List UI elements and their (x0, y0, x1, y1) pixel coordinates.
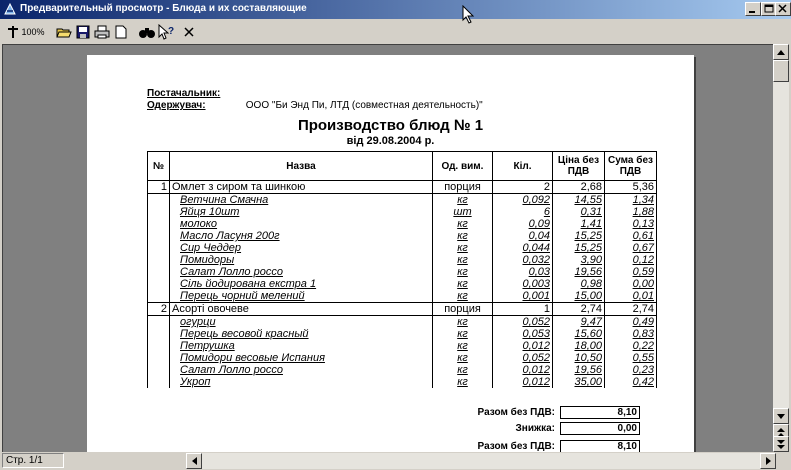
cell-unit-text: кг (457, 230, 468, 242)
arrow-down-icon (777, 414, 785, 419)
cell-sum-text: 0,55 (632, 352, 654, 364)
page-indicator: Стр. 1/1 (2, 453, 64, 468)
cell-sum (605, 290, 657, 303)
cell-sum-text: 0,01 (632, 290, 654, 302)
cell-qty (493, 278, 553, 290)
cell-name (170, 278, 433, 290)
cell-no (148, 376, 170, 388)
cell-no (148, 290, 170, 303)
cell-qty-text: 6 (543, 206, 550, 218)
ingredient-row (148, 328, 657, 340)
cell-price (553, 352, 605, 364)
cell-name (170, 218, 433, 230)
cell-price-text: 9,47 (580, 316, 602, 328)
cell-name (170, 230, 433, 242)
cell-unit (433, 303, 493, 316)
cell-name (170, 352, 433, 364)
cell-name (170, 206, 433, 218)
close-icon (183, 26, 195, 38)
cell-unit-text: кг (457, 278, 468, 290)
minimize-icon (746, 3, 760, 15)
cell-qty-text: 0,003 (522, 278, 550, 290)
cell-qty (493, 254, 553, 266)
minimize-button[interactable] (745, 2, 761, 16)
cell-unit (433, 340, 493, 352)
cell-unit (433, 278, 493, 290)
cell-name-text: Петрушка (180, 340, 235, 352)
cell-no (148, 278, 170, 290)
cell-no (148, 181, 170, 194)
cell-name-text: Укроп (180, 376, 211, 388)
next-page-button[interactable] (773, 436, 789, 452)
cell-sum-text: 0,00 (632, 278, 654, 290)
cell-name-text: Перець весовой красный (180, 328, 309, 340)
cell-qty (493, 290, 553, 303)
cell-unit-text: кг (457, 266, 468, 278)
ingredient-row (148, 290, 657, 303)
cell-sum-text: 0,42 (632, 376, 654, 388)
ingredient-row (148, 364, 657, 376)
help-button[interactable] (158, 23, 176, 41)
cell-unit (433, 254, 493, 266)
double-arrow-down-icon (777, 440, 785, 449)
scroll-thumb[interactable] (773, 60, 789, 82)
cell-unit (433, 194, 493, 207)
receiver-line (147, 100, 483, 111)
col-unit: Од. вим. (433, 152, 493, 181)
cell-unit-text: порция (444, 181, 481, 193)
cell-name (170, 290, 433, 303)
preview-area[interactable] (2, 44, 773, 452)
cell-unit-text: кг (457, 328, 468, 340)
ingredient-row (148, 218, 657, 230)
cell-qty (493, 194, 553, 207)
cell-no-text: 2 (160, 303, 167, 315)
document-title: Производство блюд № 1 (297, 117, 484, 134)
cell-unit (433, 266, 493, 278)
cell-qty (493, 206, 553, 218)
cell-name (170, 181, 433, 194)
cell-price (553, 181, 605, 194)
cell-sum (605, 254, 657, 266)
print-button[interactable] (94, 23, 110, 41)
cell-price-text: 15,25 (574, 242, 602, 254)
cell-price (553, 194, 605, 207)
cell-qty-text: 1 (543, 303, 550, 315)
cell-unit-text: кг (457, 340, 468, 352)
cell-qty-text: 0,044 (522, 242, 550, 254)
cell-no (148, 364, 170, 376)
cell-sum-text: 0,67 (632, 242, 654, 254)
zoom-button[interactable] (6, 23, 46, 41)
cell-name-text: Омлет з сиром та шинкою (172, 181, 306, 193)
cell-unit (433, 290, 493, 303)
cell-price (553, 254, 605, 266)
dish-row (148, 181, 657, 194)
close-button[interactable] (775, 2, 791, 16)
cell-price (553, 376, 605, 388)
cell-price-text: 19,56 (574, 266, 602, 278)
supplier-label: Постачальник: (147, 88, 221, 99)
cell-price-text: 2,68 (580, 181, 602, 193)
cell-sum-text: 2,74 (632, 303, 654, 315)
svg-text:?: ? (168, 26, 175, 37)
page-icon (115, 25, 127, 39)
cell-price (553, 230, 605, 242)
cell-price (553, 266, 605, 278)
cell-name (170, 303, 433, 316)
cell-unit-text: шт (453, 206, 472, 218)
cell-sum (605, 328, 657, 340)
cell-name-text: Помидори весовые Испания (180, 352, 325, 364)
cell-unit (433, 242, 493, 254)
cell-unit-text: кг (457, 352, 468, 364)
cell-sum-text: 1,34 (632, 194, 654, 206)
cell-name-text: огурци (180, 316, 216, 328)
arrow-left-icon (192, 457, 197, 465)
col-price: Ціна без ПДВ (553, 152, 605, 181)
cell-qty-text: 0,012 (522, 364, 550, 376)
cell-sum-text: 0,13 (632, 218, 654, 230)
scroll-left-button[interactable] (186, 453, 202, 469)
cell-price-text: 35,00 (574, 376, 602, 388)
cell-qty (493, 316, 553, 329)
cell-qty (493, 303, 553, 316)
cell-sum-text: 0,22 (632, 340, 654, 352)
cell-qty (493, 364, 553, 376)
cell-price (553, 364, 605, 376)
status-bar (0, 452, 791, 470)
zoom-icon (7, 25, 19, 39)
cell-name (170, 328, 433, 340)
cell-sum (605, 340, 657, 352)
cell-name (170, 340, 433, 352)
cell-qty-text: 0,09 (528, 218, 550, 230)
cell-no (148, 328, 170, 340)
cell-name-text: Сіль йодирована екстра 1 (180, 278, 317, 290)
cell-no (148, 194, 170, 207)
title-bar (0, 0, 791, 19)
cell-price (553, 206, 605, 218)
scroll-right-button[interactable] (760, 453, 776, 469)
vertical-scrollbar[interactable] (773, 44, 789, 452)
arrow-right-icon (766, 457, 771, 465)
cell-name-text: молоко (180, 218, 218, 230)
cell-sum-text: 0,49 (632, 316, 654, 328)
cell-price-text: 10,50 (574, 352, 602, 364)
cell-no (148, 340, 170, 352)
cell-name-text: Асорті овочеве (172, 303, 249, 315)
cell-sum (605, 266, 657, 278)
cell-price (553, 242, 605, 254)
ingredient-row (148, 206, 657, 218)
cell-qty-text: 0,032 (522, 254, 550, 266)
toolbar (0, 20, 791, 44)
cell-qty (493, 230, 553, 242)
cell-name (170, 316, 433, 329)
cell-unit-text: кг (457, 364, 468, 376)
cell-sum (605, 278, 657, 290)
cell-sum (605, 316, 657, 329)
col-sum: Сума без ПДВ (605, 152, 657, 181)
cell-price-text: 0,31 (580, 206, 602, 218)
cell-name-text: Яйця 10шт (180, 206, 240, 218)
cell-name (170, 266, 433, 278)
cell-sum-text: 0,59 (632, 266, 654, 278)
cell-unit-text: кг (457, 376, 468, 388)
cell-no (148, 230, 170, 242)
cell-qty-text: 0,04 (528, 230, 550, 242)
ingredient-row (148, 242, 657, 254)
cell-price (553, 316, 605, 329)
cell-price (553, 278, 605, 290)
cell-name-text: Масло Ласуня 200г (180, 230, 280, 242)
col-qty: Кіл. (493, 152, 553, 181)
cell-price (553, 218, 605, 230)
cell-name-text: Ветчина Смачна (180, 194, 269, 206)
cell-unit (433, 206, 493, 218)
cell-qty (493, 181, 553, 194)
cell-unit (433, 328, 493, 340)
cell-name (170, 254, 433, 266)
cell-unit (433, 376, 493, 388)
cell-qty (493, 266, 553, 278)
cell-unit (433, 316, 493, 329)
cell-qty-text: 0,052 (522, 352, 550, 364)
cell-sum (605, 352, 657, 364)
find-button[interactable] (138, 23, 156, 41)
cell-qty-text: 0,001 (522, 290, 550, 302)
cell-price-text: 14,55 (574, 194, 602, 206)
cell-unit-text: кг (457, 254, 468, 266)
maximize-icon (762, 3, 776, 15)
ingredient-row (148, 278, 657, 290)
binoculars-icon (138, 25, 156, 39)
cell-price-text: 15,00 (574, 290, 602, 302)
ingredient-row (148, 266, 657, 278)
ingredient-row (148, 340, 657, 352)
cell-qty (493, 340, 553, 352)
cell-name-text: Салат Лолло россо (180, 266, 283, 278)
cell-sum (605, 242, 657, 254)
window-title: Предварительный просмотр - Блюда и их составляющие (20, 3, 307, 14)
cell-price-text: 19,56 (574, 364, 602, 376)
cell-unit (433, 230, 493, 242)
cell-sum-text: 0,61 (632, 230, 654, 242)
cell-price-text: 18,00 (574, 340, 602, 352)
cell-qty (493, 376, 553, 388)
discount-label: Знижка: (515, 423, 555, 434)
horizontal-scrollbar[interactable] (186, 453, 776, 469)
cell-unit (433, 352, 493, 364)
cell-price-text: 0,98 (580, 278, 602, 290)
cell-no-text: 1 (160, 181, 167, 193)
cell-no (148, 303, 170, 316)
arrow-up-icon (777, 50, 785, 55)
cell-qty-text: 0,092 (522, 194, 550, 206)
cell-qty (493, 218, 553, 230)
cell-qty (493, 242, 553, 254)
cell-no (148, 254, 170, 266)
cell-unit (433, 364, 493, 376)
open-folder-icon (56, 25, 72, 39)
cell-name (170, 194, 433, 207)
cell-name-text: Помидоры (180, 254, 235, 266)
cell-sum-text: 0,12 (632, 254, 654, 266)
cell-sum (605, 194, 657, 207)
cell-sum (605, 218, 657, 230)
cell-unit-text: кг (457, 316, 468, 328)
cell-sum (605, 303, 657, 316)
cell-sum (605, 364, 657, 376)
cell-qty-text: 2 (543, 181, 550, 193)
cell-price (553, 290, 605, 303)
cell-qty (493, 328, 553, 340)
page-setup-button[interactable] (114, 23, 128, 41)
ingredient-row (148, 254, 657, 266)
cell-sum-text: 0,23 (632, 364, 654, 376)
cell-sum (605, 230, 657, 242)
cell-price-text: 2,74 (580, 303, 602, 315)
document-date: від 29.08.2004 р. (346, 135, 435, 147)
cell-unit-text: кг (457, 194, 468, 206)
cell-sum-text: 0,83 (632, 328, 654, 340)
cell-sum-text: 5,36 (632, 181, 654, 193)
cell-name-text: Салат Лолло россо (180, 364, 283, 376)
zoom-label: 100% (21, 27, 45, 37)
cell-unit-text: кг (457, 242, 468, 254)
cell-qty-text: 0,012 (522, 340, 550, 352)
app-icon (3, 2, 17, 16)
cell-no (148, 316, 170, 329)
discount-value: 0,00 (560, 422, 640, 435)
total-value: 8,10 (560, 440, 640, 452)
scroll-up-button[interactable] (773, 44, 789, 60)
save-icon (76, 25, 90, 39)
ingredient-row (148, 194, 657, 207)
cell-name (170, 242, 433, 254)
cell-price-text: 15,60 (574, 328, 602, 340)
ingredient-row (148, 352, 657, 364)
print-icon (94, 25, 110, 39)
cell-no (148, 352, 170, 364)
supplier-line (147, 88, 243, 99)
cell-unit-text: порция (444, 303, 481, 315)
save-button[interactable] (76, 23, 90, 41)
open-button[interactable] (56, 23, 72, 41)
help-cursor-icon (158, 24, 176, 40)
col-name: Назва (170, 152, 433, 181)
cell-name (170, 364, 433, 376)
cell-no (148, 242, 170, 254)
ingredient-row (148, 316, 657, 329)
cell-sum (605, 376, 657, 388)
cell-name (170, 376, 433, 388)
cell-no (148, 266, 170, 278)
scroll-down-button[interactable] (773, 408, 789, 424)
receiver-value: ООО "Би Энд Пи, ЛТД (совместная деятельность)" (245, 100, 483, 111)
receiver-label: Одержувач: (147, 100, 206, 111)
cell-sum-text: 1,88 (632, 206, 654, 218)
cell-qty (493, 352, 553, 364)
close-icon (776, 3, 790, 15)
col-no: № (148, 152, 170, 181)
cell-price-text: 3,90 (580, 254, 602, 266)
subtotal-value: 8,10 (560, 406, 640, 419)
cell-unit (433, 218, 493, 230)
cell-qty-text: 0,03 (528, 266, 550, 278)
cell-qty-text: 0,012 (522, 376, 550, 388)
ingredient-row (148, 376, 657, 388)
cell-qty-text: 0,053 (522, 328, 550, 340)
table-header-row (148, 152, 657, 181)
cell-name-text: Перець чорний мелений (180, 290, 305, 302)
cell-unit-text: кг (457, 218, 468, 230)
cell-unit (433, 181, 493, 194)
cell-price (553, 328, 605, 340)
dishes-table (147, 151, 657, 388)
subtotal-label: Разом без ПДВ: (477, 407, 555, 418)
cell-no (148, 218, 170, 230)
cell-no (148, 206, 170, 218)
total-label: Разом без ПДВ: (477, 441, 555, 452)
ingredient-row (148, 230, 657, 242)
cell-sum (605, 181, 657, 194)
cell-price (553, 340, 605, 352)
cell-unit-text: кг (457, 290, 468, 302)
cell-price-text: 15,25 (574, 230, 602, 242)
page-sheet (87, 55, 694, 452)
cell-name-text: Сир Чеддер (180, 242, 242, 254)
close-preview-button[interactable] (182, 23, 196, 41)
cell-sum (605, 206, 657, 218)
cell-price (553, 303, 605, 316)
cell-price-text: 1,41 (580, 218, 602, 230)
cell-qty-text: 0,052 (522, 316, 550, 328)
dish-row (148, 303, 657, 316)
